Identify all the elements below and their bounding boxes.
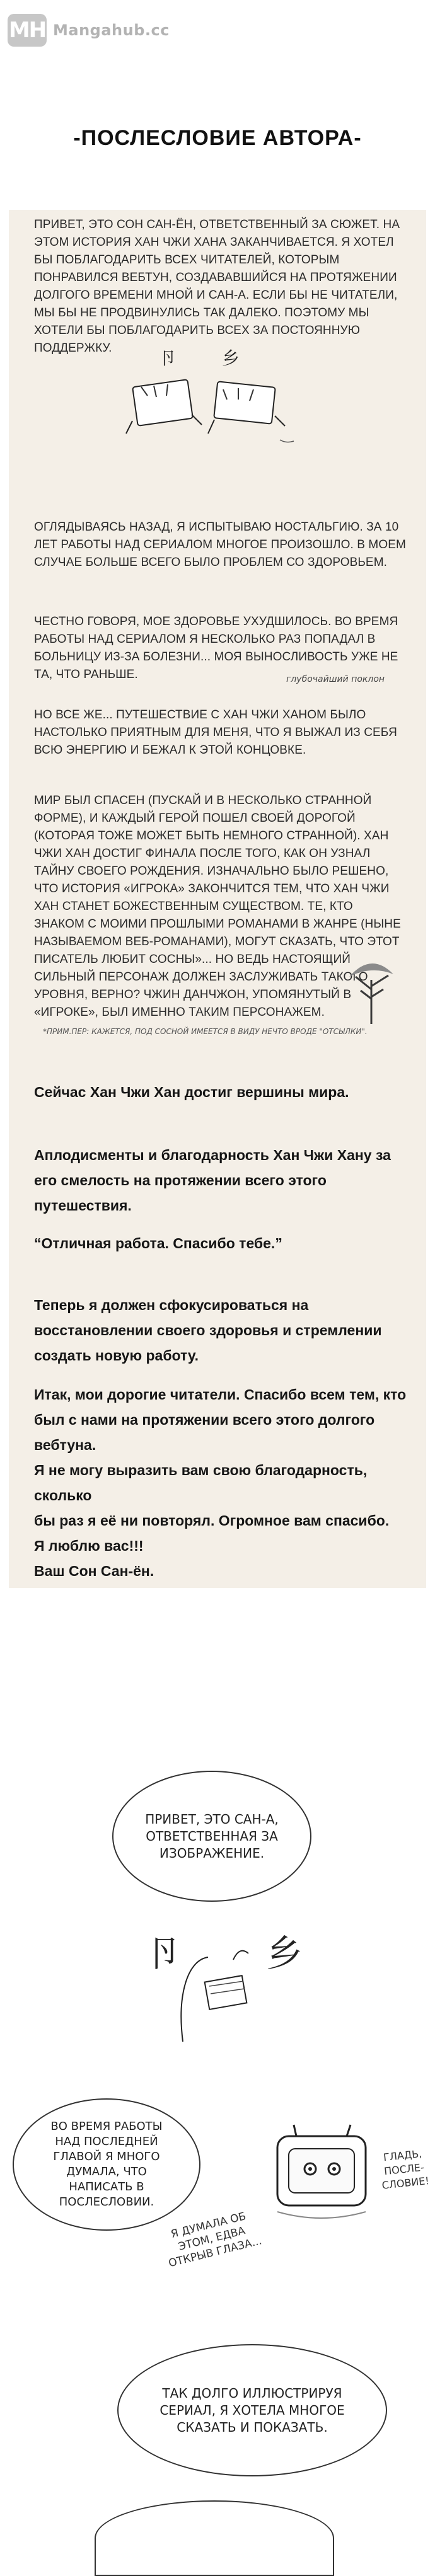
speech-bubble-illustrating (117, 2344, 387, 2476)
bowing-characters-drawing (110, 345, 318, 465)
letter-paragraph-2: ОГЛЯДЫВАЯСЬ НАЗАД, Я ИСПЫТЫВАЮ НОСТАЛЬГИЮ. ЗА 10 ЛЕТ РАБОТЫ НАД СЕРИАЛОМ МНОГОЕ ПРОИЗОШЛО. В МОЕМ СЛУЧАЕ БОЛЬШЕ ВСЕГО БЫЛО ПРОБЛЕМ СО ЗДОРОВЬЕМ. (34, 520, 406, 569)
svg-text:卪: 卪 (145, 1932, 182, 1975)
letter-paragraph-3: ЧЕСТНО ГОВОРЯ, МОЕ ЗДОРОВЬЕ УХУДШИЛОСЬ. ВО ВРЕМЯ РАБОТЫ НАД СЕРИАЛОМ Я НЕСКОЛЬКО РАЗ ПОПАДАЛ В БОЛЬНИЦУ ИЗ-ЗА БОЛЕЗНИ... МОЯ ВЫНОСЛИВОСТЬ УЖЕ НЕ ТА, ЧТО РАНЬШЕ. (34, 615, 398, 681)
letter-closing (34, 1382, 412, 1584)
speech-bubble-intro (112, 1771, 311, 1902)
page-title: -ПОСЛЕСЛОВИЕ АВТОРА- (73, 126, 362, 150)
site-name[interactable]: Mangahub.cc (53, 21, 170, 39)
speech-bubble-illustrating-text: ТАК ДОЛГО ИЛЛЮСТРИРУЯ СЕРИАЛ, Я ХОТЕЛА МНОГОЕ СКАЗАТЬ И ПОКАЗАТЬ. (160, 2385, 345, 2435)
speech-bubble-intro-text: ПРИВЕТ, ЭТО САН-А, ОТВЕТСТВЕННАЯ ЗА ИЗОБРАЖЕНИЕ. (145, 1811, 279, 1861)
artist-character-drawing (120, 1916, 334, 2054)
side-thought-text: Я ДУМАЛА ОБ ЭТОМ, ЕДВА ОТКРЫВ ГЛАЗА... (167, 2210, 264, 2270)
letter-statement-1: Сейчас Хан Чжи Хан достиг вершины мира. (34, 1084, 349, 1100)
letter-statement-2: Аплодисменты и благодарность Хан Чжи Хану за его смелость на протяжении всего этого путешествия. (34, 1147, 391, 1214)
pine-tree-doodle (337, 952, 406, 1027)
speech-bubble-partial (95, 2500, 334, 2576)
boxhead-character-drawing (258, 2117, 385, 2224)
translator-note: *ПРИМ.ПЕР: КАЖЕТСЯ, ПОД СОСНОЙ ИМЕЕТСЯ В ВИДУ НЕЧТО ВРОДЕ "ОТСЫЛКИ". (43, 1027, 368, 1036)
speech-bubble-thinking (13, 2098, 200, 2231)
svg-text:卪: 卪 (159, 348, 177, 369)
speech-bubble-thinking-text: ВО ВРЕМЯ РАБОТЫ НАД ПОСЛЕДНЕЙ ГЛАВОЙ Я МНОГО ДУМАЛА, ЧТО НАПИСАТЬ В ПОСЛЕСЛОВИИ. (50, 2120, 163, 2209)
site-logo[interactable]: MH (8, 14, 47, 47)
svg-text:乡: 乡 (266, 1932, 303, 1975)
closing-line: бы раз я её ни повторял. Огромное вам спасибо. (34, 1512, 390, 1529)
letter-paragraph-1: ПРИВЕТ, ЭТО СОН САН-ЁН, ОТВЕТСТВЕННЫЙ ЗА СЮЖЕТ. НА ЭТОМ ИСТОРИЯ ХАН ЧЖИ ХАНА ЗАКАНЧИВАЕТСЯ. Я ХОТЕЛ БЫ ПОБЛАГОДАРИТЬ ВСЕХ ЧИТАТЕЛЕЙ, КОТОРЫМ ПОНРАВИЛСЯ ВЕБТУН, СОЗДАВАВШИЙСЯ НА ПРОТЯЖЕНИИ ДОЛГОГО ВРЕМЕНИ МНОЙ И САН-А. ЕСЛИ БЫ НЕ ЧИТАТЕЛИ, МЫ БЫ НЕ ПРОДВИНУЛИСЬ ТАК ДАЛЕКО. ПОЭТОМУ МЫ ХОТЕЛИ БЫ ПОБЛАГОДАРИТЬ ВСЕХ ЗА ПОСТОЯННУЮ ПОДДЕРЖКУ. (34, 218, 400, 355)
svg-text:乡: 乡 (222, 348, 240, 369)
sfx-text: ГЛАДЬ, ПОСЛЕ-СЛОВИЕ! (381, 2147, 430, 2192)
closing-line: был с нами на протяжении всего этого долгого вебтуна. (34, 1412, 375, 1453)
closing-line: Ваш Сон Сан-ён. (34, 1563, 154, 1579)
letter-statement-3: “Отличная работа. Спасибо тебе.” (34, 1235, 282, 1251)
closing-line: Я не могу выразить вам свою благодарность, сколько (34, 1462, 368, 1504)
letter-statement-4: Теперь я должен сфокусироваться на восстановлении своего здоровья и стремлении создать новую работу. (34, 1297, 382, 1364)
closing-line: Итак, мои дорогие читатели. Спасибо всем тем, кто (34, 1386, 407, 1403)
bow-caption: глубочайший поклон (286, 674, 385, 684)
letter-paragraph-5: МИР БЫЛ СПАСЕН (ПУСКАЙ И В НЕСКОЛЬКО СТРАННОЙ ФОРМЕ), И КАЖДЫЙ ГЕРОЙ ПОШЕЛ СВОЕЙ ДОРОГОЙ (КОТОРАЯ ТОЖЕ МОЖЕТ БЫТЬ НЕМНОГО СТРАННОЙ). ХАН ЧЖИ ХАН ДОСТИГ ФИНАЛА ПОСЛЕ ТОГО, КАК ОН УЗНАЛ ТАЙНУ СВОЕГО РОЖДЕНИЯ. ИЗНАЧАЛЬНО БЫЛО РЕШЕНО, ЧТО ИСТОРИЯ «ИГРОКА» ЗАКОНЧИТСЯ ТЕМ, ЧТО ХАН ЧЖИ ХАН СТАНЕТ БОЖЕСТВЕННЫМ СУЩЕСТВОМ. ТЕ, КТО ЗНАКОМ С МОИМИ ПРОШЛЫМИ РОМАНАМИ В ЖАНРЕ (НЫНЕ НАЗЫВАЕМОМ ВЕБ-РОМАНАМИ), МОГУТ СКАЗАТЬ, ЧТО ЭТОТ ПИСАТЕЛЬ ЛЮБИТ СОСНЫ»... НО ВЕДЬ НАСТОЯЩИЙ СИЛЬНЫЙ ПЕРСОНАЖ ДОЛЖЕН ЗАСЛУЖИВАТЬ ТАКОГО УРОВНЯ, ВЕРНО? ЧЖИН ДАНЧЖОН, УПОМЯНУТЫЙ В «ИГРОКЕ», БЫЛ ИМЕННО ТАКИМ ПЕРСОНАЖЕМ. (34, 794, 401, 1019)
closing-line: Я люблю вас!!! (34, 1538, 144, 1554)
site-header (0, 0, 435, 60)
afterword-letter-panel (9, 210, 426, 1588)
letter-paragraph-4: НО ВСЕ ЖЕ... ПУТЕШЕСТВИЕ С ХАН ЧЖИ ХАНОМ БЫЛО НАСТОЛЬКО ПРИЯТНЫМ ДЛЯ МЕНЯ, ЧТО Я ВЫЖАЛ ИЗ СЕБЯ ВСЮ ЭНЕРГИЮ И БЕЖАЛ К ЭТОЙ КОНЦОВКЕ. (34, 708, 397, 757)
